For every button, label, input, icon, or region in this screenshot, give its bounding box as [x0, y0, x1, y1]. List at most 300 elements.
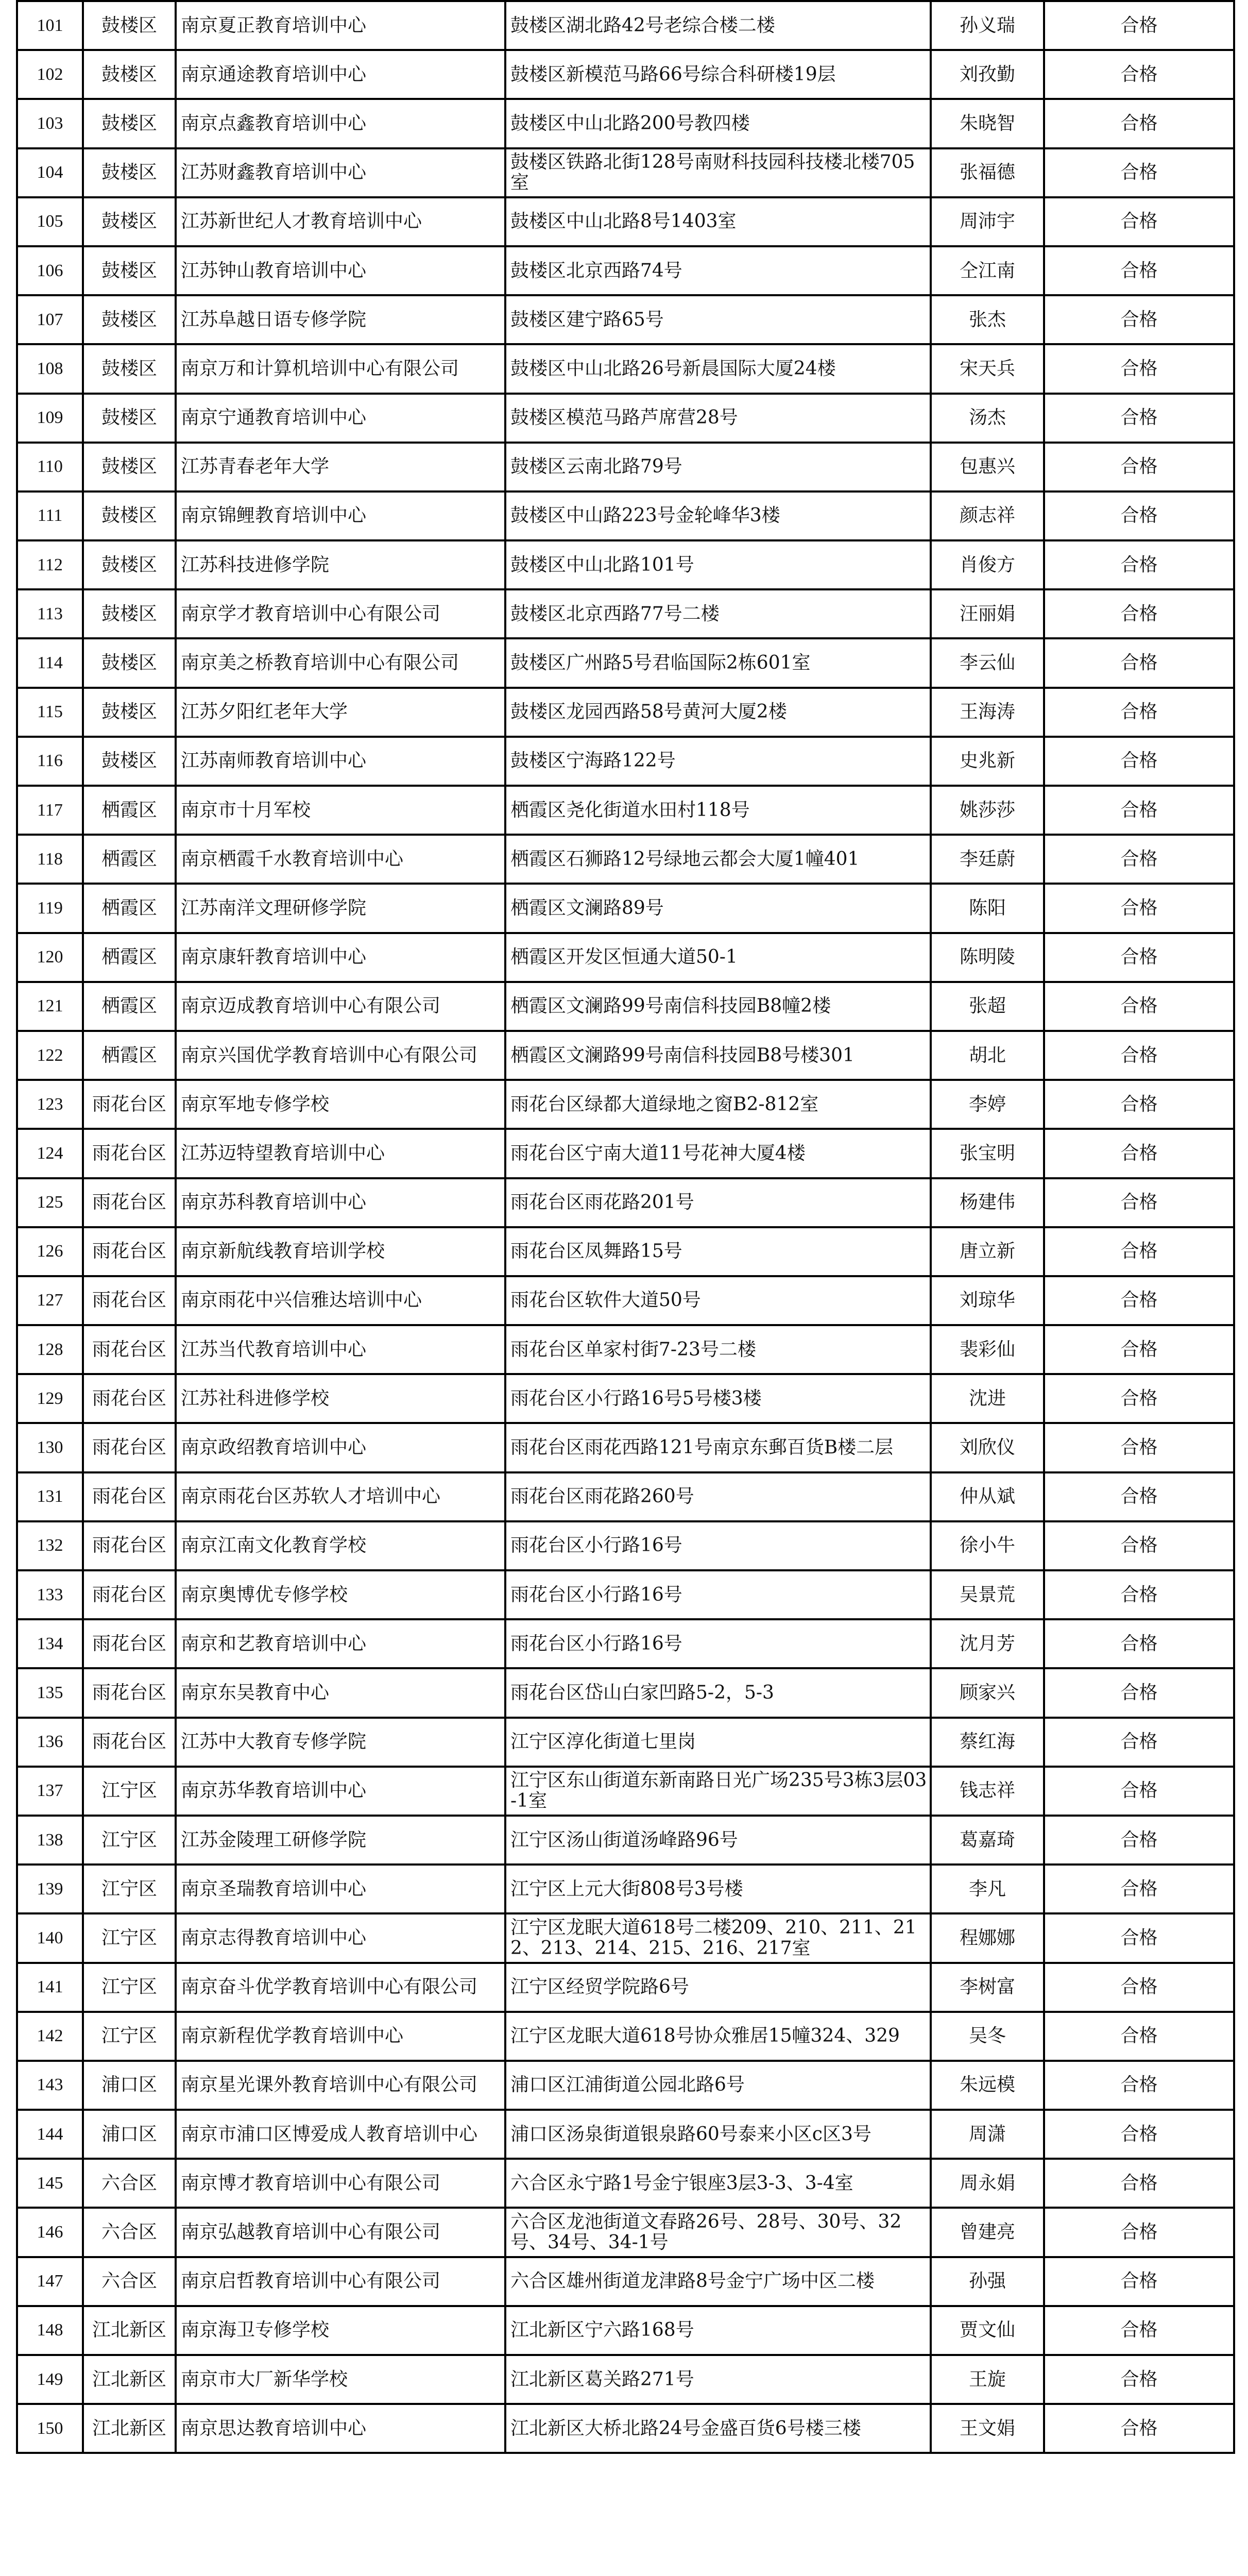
institution-name-cell: 南京圣瑞教育培训中心: [176, 1865, 505, 1913]
institution-name-cell: 南京迈成教育培训中心有限公司: [176, 982, 505, 1031]
table-row: [17, 638, 1234, 687]
table-row: [17, 2208, 1234, 2257]
person-cell: 王旋: [931, 2355, 1044, 2404]
status-cell: 合格: [1044, 1816, 1234, 1865]
row-number: 122: [17, 1031, 83, 1080]
table-row: [17, 1521, 1234, 1570]
person-cell: 王海涛: [931, 688, 1044, 737]
status-cell: 合格: [1044, 1, 1234, 50]
status-cell: 合格: [1044, 540, 1234, 589]
institution-name-cell: 南京思达教育培训中心: [176, 2404, 505, 2453]
institution-name-cell: 江苏南师教育培训中心: [176, 737, 505, 786]
institution-name-cell: 南京点鑫教育培训中心: [176, 99, 505, 148]
status-cell: 合格: [1044, 1767, 1234, 1816]
person-cell: 史兆新: [931, 737, 1044, 786]
address-cell: 鼓楼区龙园西路58号黄河大厦2楼: [505, 688, 931, 737]
institution-name-cell: 南京美之桥教育培训中心有限公司: [176, 638, 505, 687]
district-cell: 鼓楼区: [83, 540, 176, 589]
row-number: 123: [17, 1080, 83, 1129]
status-cell: 合格: [1044, 1570, 1234, 1619]
address-cell: 雨花台区单家村街7-23号二楼: [505, 1325, 931, 1374]
district-cell: 江宁区: [83, 2012, 176, 2061]
status-cell: 合格: [1044, 246, 1234, 295]
institution-name-cell: 南京康轩教育培训中心: [176, 933, 505, 982]
address-cell: 雨花台区小行路16号: [505, 1619, 931, 1668]
institution-name-cell: 南京栖霞千水教育培训中心: [176, 835, 505, 884]
address-cell: 雨花台区凤舞路15号: [505, 1227, 931, 1276]
institution-name-cell: 南京苏华教育培训中心: [176, 1767, 505, 1816]
person-cell: 顾家兴: [931, 1668, 1044, 1717]
address-cell: 鼓楼区北京西路77号二楼: [505, 589, 931, 638]
address-cell: 六合区雄州街道龙津路8号金宁广场中区二楼: [505, 2257, 931, 2306]
person-cell: 杨建伟: [931, 1178, 1044, 1227]
district-cell: 江宁区: [83, 1816, 176, 1865]
table-row: [17, 99, 1234, 148]
table-row: [17, 1718, 1234, 1767]
person-cell: 周沛宇: [931, 197, 1044, 246]
person-cell: 张超: [931, 982, 1044, 1031]
person-cell: 陈明陵: [931, 933, 1044, 982]
institution-name-cell: 江苏钟山教育培训中心: [176, 246, 505, 295]
district-cell: 鼓楼区: [83, 737, 176, 786]
status-cell: 合格: [1044, 2306, 1234, 2355]
district-cell: 栖霞区: [83, 933, 176, 982]
district-cell: 鼓楼区: [83, 688, 176, 737]
status-cell: 合格: [1044, 737, 1234, 786]
table-row: [17, 688, 1234, 737]
address-cell: 鼓楼区模范马路芦席营28号: [505, 394, 931, 443]
district-cell: 鼓楼区: [83, 443, 176, 492]
address-cell: 雨花台区小行路16号: [505, 1521, 931, 1570]
table-row: [17, 884, 1234, 933]
person-cell: 孙义瑞: [931, 1, 1044, 50]
table-row: [17, 1129, 1234, 1178]
row-number: 128: [17, 1325, 83, 1374]
person-cell: 陈阳: [931, 884, 1044, 933]
address-cell: 鼓楼区铁路北街128号南财科技园科技楼北楼705室: [505, 148, 931, 197]
person-cell: 蔡红海: [931, 1718, 1044, 1767]
address-cell: 江宁区东山街道东新南路日光广场235号3栋3层03-1室: [505, 1767, 931, 1816]
district-cell: 鼓楼区: [83, 99, 176, 148]
person-cell: 姚莎莎: [931, 786, 1044, 835]
institution-name-cell: 南京星光课外教育培训中心有限公司: [176, 2061, 505, 2110]
district-cell: 栖霞区: [83, 982, 176, 1031]
district-cell: 雨花台区: [83, 1521, 176, 1570]
address-cell: 栖霞区文澜路99号南信科技园B8号楼301: [505, 1031, 931, 1080]
address-cell: 江北新区葛关路271号: [505, 2355, 931, 2404]
district-cell: 栖霞区: [83, 884, 176, 933]
institution-name-cell: 南京志得教育培训中心: [176, 1913, 505, 1962]
row-number: 127: [17, 1276, 83, 1325]
district-cell: 鼓楼区: [83, 295, 176, 344]
address-cell: 江宁区上元大街808号3号楼: [505, 1865, 931, 1913]
district-cell: 栖霞区: [83, 1031, 176, 1080]
address-cell: 雨花台区雨花路260号: [505, 1472, 931, 1521]
table-row: [17, 1619, 1234, 1668]
district-cell: 六合区: [83, 2159, 176, 2208]
institution-name-cell: 南京学才教育培训中心有限公司: [176, 589, 505, 638]
registry-table: [16, 0, 1235, 2454]
row-number: 103: [17, 99, 83, 148]
person-cell: 吴冬: [931, 2012, 1044, 2061]
address-cell: 雨花台区软件大道50号: [505, 1276, 931, 1325]
table-row: [17, 492, 1234, 540]
status-cell: 合格: [1044, 443, 1234, 492]
institution-name-cell: 南京东吴教育中心: [176, 1668, 505, 1717]
row-number: 144: [17, 2110, 83, 2159]
address-cell: 鼓楼区宁海路122号: [505, 737, 931, 786]
district-cell: 雨花台区: [83, 1178, 176, 1227]
row-number: 106: [17, 246, 83, 295]
district-cell: 雨花台区: [83, 1472, 176, 1521]
table-row: [17, 1031, 1234, 1080]
institution-name-cell: 南京新航线教育培训学校: [176, 1227, 505, 1276]
row-number: 101: [17, 1, 83, 50]
district-cell: 江宁区: [83, 1767, 176, 1816]
institution-name-cell: 江苏迈特望教育培训中心: [176, 1129, 505, 1178]
status-cell: 合格: [1044, 786, 1234, 835]
person-cell: 汪丽娟: [931, 589, 1044, 638]
status-cell: 合格: [1044, 344, 1234, 393]
district-cell: 雨花台区: [83, 1668, 176, 1717]
status-cell: 合格: [1044, 2404, 1234, 2453]
table-row: [17, 394, 1234, 443]
person-cell: 李廷蔚: [931, 835, 1044, 884]
district-cell: 雨花台区: [83, 1276, 176, 1325]
address-cell: 江宁区龙眠大道618号协众雅居15幢324、329: [505, 2012, 931, 2061]
row-number: 115: [17, 688, 83, 737]
table-row: [17, 1668, 1234, 1717]
district-cell: 浦口区: [83, 2061, 176, 2110]
table-row: [17, 1080, 1234, 1129]
district-cell: 鼓楼区: [83, 148, 176, 197]
table-body: [17, 1, 1234, 2453]
person-cell: 钱志祥: [931, 1767, 1044, 1816]
institution-name-cell: 江苏新世纪人才教育培训中心: [176, 197, 505, 246]
table-row: [17, 148, 1234, 197]
address-cell: 江宁区龙眠大道618号二楼209、210、211、212、213、214、215、216、217室: [505, 1913, 931, 1962]
person-cell: 徐小牛: [931, 1521, 1044, 1570]
address-cell: 江宁区淳化街道七里岗: [505, 1718, 931, 1767]
status-cell: 合格: [1044, 2159, 1234, 2208]
district-cell: 江北新区: [83, 2404, 176, 2453]
table-row: [17, 1963, 1234, 2012]
person-cell: 曾建亮: [931, 2208, 1044, 2257]
row-number: 149: [17, 2355, 83, 2404]
district-cell: 雨花台区: [83, 1129, 176, 1178]
status-cell: 合格: [1044, 1178, 1234, 1227]
status-cell: 合格: [1044, 1718, 1234, 1767]
table-row: [17, 443, 1234, 492]
district-cell: 雨花台区: [83, 1718, 176, 1767]
institution-name-cell: 南京军地专修学校: [176, 1080, 505, 1129]
district-cell: 鼓楼区: [83, 197, 176, 246]
row-number: 150: [17, 2404, 83, 2453]
person-cell: 周潇: [931, 2110, 1044, 2159]
institution-name-cell: 江苏阜越日语专修学院: [176, 295, 505, 344]
person-cell: 李云仙: [931, 638, 1044, 687]
address-cell: 鼓楼区中山北路26号新晨国际大厦24楼: [505, 344, 931, 393]
institution-name-cell: 南京兴国优学教育培训中心有限公司: [176, 1031, 505, 1080]
status-cell: 合格: [1044, 1325, 1234, 1374]
address-cell: 鼓楼区建宁路65号: [505, 295, 931, 344]
district-cell: 雨花台区: [83, 1619, 176, 1668]
district-cell: 鼓楼区: [83, 394, 176, 443]
institution-name-cell: 南京宁通教育培训中心: [176, 394, 505, 443]
person-cell: 刘琼华: [931, 1276, 1044, 1325]
person-cell: 沈月芳: [931, 1619, 1044, 1668]
address-cell: 鼓楼区中山北路101号: [505, 540, 931, 589]
district-cell: 鼓楼区: [83, 344, 176, 393]
table-row: [17, 1, 1234, 50]
person-cell: 宋天兵: [931, 344, 1044, 393]
status-cell: 合格: [1044, 638, 1234, 687]
row-number: 119: [17, 884, 83, 933]
status-cell: 合格: [1044, 99, 1234, 148]
person-cell: 朱远模: [931, 2061, 1044, 2110]
status-cell: 合格: [1044, 2110, 1234, 2159]
district-cell: 江宁区: [83, 1963, 176, 2012]
institution-name-cell: 南京弘越教育培训中心有限公司: [176, 2208, 505, 2257]
table-row: [17, 589, 1234, 638]
person-cell: 朱晓智: [931, 99, 1044, 148]
row-number: 126: [17, 1227, 83, 1276]
row-number: 113: [17, 589, 83, 638]
row-number: 131: [17, 1472, 83, 1521]
row-number: 142: [17, 2012, 83, 2061]
status-cell: 合格: [1044, 2012, 1234, 2061]
row-number: 107: [17, 295, 83, 344]
table-row: [17, 540, 1234, 589]
address-cell: 雨花台区岱山白家凹路5-2，5-3: [505, 1668, 931, 1717]
district-cell: 六合区: [83, 2257, 176, 2306]
address-cell: 江北新区宁六路168号: [505, 2306, 931, 2355]
institution-name-cell: 南京启哲教育培训中心有限公司: [176, 2257, 505, 2306]
institution-name-cell: 南京通途教育培训中心: [176, 50, 505, 99]
row-number: 138: [17, 1816, 83, 1865]
row-number: 136: [17, 1718, 83, 1767]
address-cell: 鼓楼区北京西路74号: [505, 246, 931, 295]
district-cell: 鼓楼区: [83, 492, 176, 540]
table-row: [17, 1227, 1234, 1276]
table-row: [17, 344, 1234, 393]
address-cell: 雨花台区小行路16号: [505, 1570, 931, 1619]
address-cell: 江宁区汤山街道汤峰路96号: [505, 1816, 931, 1865]
district-cell: 江宁区: [83, 1865, 176, 1913]
district-cell: 栖霞区: [83, 835, 176, 884]
status-cell: 合格: [1044, 1276, 1234, 1325]
status-cell: 合格: [1044, 2208, 1234, 2257]
district-cell: 六合区: [83, 2208, 176, 2257]
row-number: 132: [17, 1521, 83, 1570]
person-cell: 颜志祥: [931, 492, 1044, 540]
institution-name-cell: 江苏中大教育专修学院: [176, 1718, 505, 1767]
person-cell: 刘孜勤: [931, 50, 1044, 99]
institution-name-cell: 南京江南文化教育学校: [176, 1521, 505, 1570]
row-number: 104: [17, 148, 83, 197]
table-row: [17, 737, 1234, 786]
institution-name-cell: 南京奋斗优学教育培训中心有限公司: [176, 1963, 505, 2012]
institution-name-cell: 南京夏正教育培训中心: [176, 1, 505, 50]
address-cell: 雨花台区雨花路201号: [505, 1178, 931, 1227]
institution-name-cell: 南京新程优学教育培训中心: [176, 2012, 505, 2061]
status-cell: 合格: [1044, 1865, 1234, 1913]
institution-name-cell: 南京市浦口区博爱成人教育培训中心: [176, 2110, 505, 2159]
address-cell: 鼓楼区中山北路200号教四楼: [505, 99, 931, 148]
status-cell: 合格: [1044, 688, 1234, 737]
row-number: 134: [17, 1619, 83, 1668]
district-cell: 雨花台区: [83, 1374, 176, 1423]
row-number: 112: [17, 540, 83, 589]
table-row: [17, 1276, 1234, 1325]
person-cell: 刘欣仪: [931, 1423, 1044, 1472]
status-cell: 合格: [1044, 835, 1234, 884]
table-row: [17, 1816, 1234, 1865]
table-row: [17, 1423, 1234, 1472]
row-number: 124: [17, 1129, 83, 1178]
table-row: [17, 1374, 1234, 1423]
person-cell: 孙强: [931, 2257, 1044, 2306]
table-row: [17, 1178, 1234, 1227]
person-cell: 吴景荒: [931, 1570, 1044, 1619]
status-cell: 合格: [1044, 148, 1234, 197]
address-cell: 六合区永宁路1号金宁银座3层3-3、3-4室: [505, 2159, 931, 2208]
table-row: [17, 982, 1234, 1031]
status-cell: 合格: [1044, 394, 1234, 443]
status-cell: 合格: [1044, 1521, 1234, 1570]
address-cell: 浦口区江浦街道公园北路6号: [505, 2061, 931, 2110]
row-number: 146: [17, 2208, 83, 2257]
district-cell: 雨花台区: [83, 1325, 176, 1374]
person-cell: 张福德: [931, 148, 1044, 197]
table-row: [17, 197, 1234, 246]
district-cell: 江北新区: [83, 2355, 176, 2404]
status-cell: 合格: [1044, 1080, 1234, 1129]
address-cell: 栖霞区文澜路89号: [505, 884, 931, 933]
address-cell: 鼓楼区云南北路79号: [505, 443, 931, 492]
address-cell: 六合区龙池街道文春路26号、28号、30号、32号、34号、34-1号: [505, 2208, 931, 2257]
status-cell: 合格: [1044, 982, 1234, 1031]
row-number: 116: [17, 737, 83, 786]
person-cell: 胡北: [931, 1031, 1044, 1080]
district-cell: 鼓楼区: [83, 638, 176, 687]
district-cell: 雨花台区: [83, 1080, 176, 1129]
table-row: [17, 1472, 1234, 1521]
table-row: [17, 1913, 1234, 1962]
row-number: 118: [17, 835, 83, 884]
row-number: 102: [17, 50, 83, 99]
institution-name-cell: 江苏财鑫教育培训中心: [176, 148, 505, 197]
person-cell: 仲从斌: [931, 1472, 1044, 1521]
address-cell: 鼓楼区中山北路8号1403室: [505, 197, 931, 246]
status-cell: 合格: [1044, 2355, 1234, 2404]
status-cell: 合格: [1044, 1963, 1234, 2012]
status-cell: 合格: [1044, 589, 1234, 638]
table-row: [17, 1865, 1234, 1913]
institution-name-cell: 南京万和计算机培训中心有限公司: [176, 344, 505, 393]
address-cell: 鼓楼区湖北路42号老综合楼二楼: [505, 1, 931, 50]
table-row: [17, 2306, 1234, 2355]
row-number: 140: [17, 1913, 83, 1962]
institution-name-cell: 南京雨花台区苏软人才培训中心: [176, 1472, 505, 1521]
table-row: [17, 1570, 1234, 1619]
address-cell: 浦口区汤泉街道银泉路60号泰来小区c区3号: [505, 2110, 931, 2159]
district-cell: 鼓楼区: [83, 1, 176, 50]
person-cell: 仝江南: [931, 246, 1044, 295]
table-row: [17, 786, 1234, 835]
row-number: 139: [17, 1865, 83, 1913]
district-cell: 鼓楼区: [83, 50, 176, 99]
address-cell: 江宁区经贸学院路6号: [505, 1963, 931, 2012]
district-cell: 江北新区: [83, 2306, 176, 2355]
status-cell: 合格: [1044, 1668, 1234, 1717]
person-cell: 王文娟: [931, 2404, 1044, 2453]
table-row: [17, 1767, 1234, 1816]
institution-name-cell: 江苏社科进修学校: [176, 1374, 505, 1423]
status-cell: 合格: [1044, 197, 1234, 246]
row-number: 114: [17, 638, 83, 687]
address-cell: 雨花台区雨花西路121号南京东郵百货B楼二层: [505, 1423, 931, 1472]
status-cell: 合格: [1044, 492, 1234, 540]
institution-name-cell: 江苏南洋文理研修学院: [176, 884, 505, 933]
institution-name-cell: 南京雨花中兴信雅达培训中心: [176, 1276, 505, 1325]
row-number: 121: [17, 982, 83, 1031]
person-cell: 贾文仙: [931, 2306, 1044, 2355]
table-row: [17, 933, 1234, 982]
institution-name-cell: 南京和艺教育培训中心: [176, 1619, 505, 1668]
row-number: 129: [17, 1374, 83, 1423]
institution-name-cell: 南京锦鲤教育培训中心: [176, 492, 505, 540]
address-cell: 雨花台区绿都大道绿地之窗B2-812室: [505, 1080, 931, 1129]
district-cell: 栖霞区: [83, 786, 176, 835]
institution-name-cell: 江苏科技进修学院: [176, 540, 505, 589]
row-number: 141: [17, 1963, 83, 2012]
person-cell: 程娜娜: [931, 1913, 1044, 1962]
district-cell: 雨花台区: [83, 1227, 176, 1276]
institution-name-cell: 江苏当代教育培训中心: [176, 1325, 505, 1374]
person-cell: 李凡: [931, 1865, 1044, 1913]
status-cell: 合格: [1044, 1374, 1234, 1423]
institution-name-cell: 江苏夕阳红老年大学: [176, 688, 505, 737]
address-cell: 鼓楼区新模范马路66号综合科研楼19层: [505, 50, 931, 99]
row-number: 133: [17, 1570, 83, 1619]
person-cell: 张杰: [931, 295, 1044, 344]
table-row: [17, 2159, 1234, 2208]
address-cell: 鼓楼区中山路223号金轮峰华3楼: [505, 492, 931, 540]
person-cell: 包惠兴: [931, 443, 1044, 492]
institution-name-cell: 南京奥博优专修学校: [176, 1570, 505, 1619]
institution-name-cell: 南京市十月军校: [176, 786, 505, 835]
institution-name-cell: 江苏金陵理工研修学院: [176, 1816, 505, 1865]
district-cell: 雨花台区: [83, 1423, 176, 1472]
person-cell: 汤杰: [931, 394, 1044, 443]
institution-name-cell: 南京政绍教育培训中心: [176, 1423, 505, 1472]
address-cell: 栖霞区开发区恒通大道50-1: [505, 933, 931, 982]
table-row: [17, 2110, 1234, 2159]
row-number: 110: [17, 443, 83, 492]
person-cell: 周永娟: [931, 2159, 1044, 2208]
person-cell: 李树富: [931, 1963, 1044, 2012]
table-row: [17, 295, 1234, 344]
table-row: [17, 835, 1234, 884]
institution-name-cell: 江苏青春老年大学: [176, 443, 505, 492]
table-row: [17, 2257, 1234, 2306]
district-cell: 鼓楼区: [83, 589, 176, 638]
person-cell: 肖俊方: [931, 540, 1044, 589]
row-number: 148: [17, 2306, 83, 2355]
person-cell: 裴彩仙: [931, 1325, 1044, 1374]
status-cell: 合格: [1044, 295, 1234, 344]
